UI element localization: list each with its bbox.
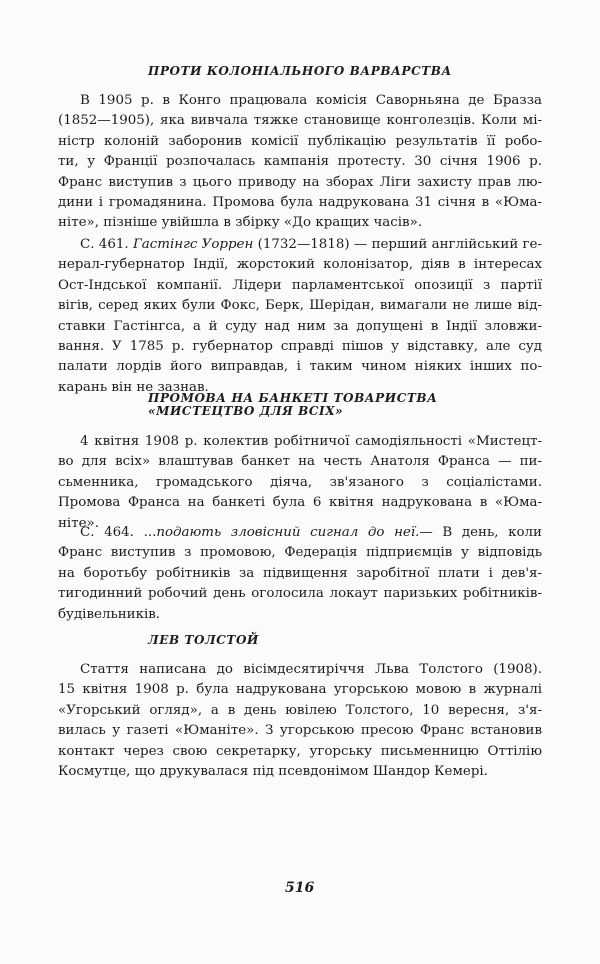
text-line: дини і громадянина. Промова була надрукована 31 січня в «Юма- <box>58 194 542 210</box>
text-line: ніте», пізніше увійшла в збірку «До кращих часів». <box>58 215 423 231</box>
text-line: Стаття написана до вісімдесятиріччя Льва Толстого (1908). <box>80 662 542 677</box>
text-line: ністр колоній заборонив комісії публікацію результатів її робо- <box>58 133 542 149</box>
text-line: (1852—1905), яка вивчала тяжке становище конголезців. Коли мі- <box>58 113 542 129</box>
paragraph-banquet-1 <box>58 432 542 534</box>
text-line: вання. У 1785 р. губернатор справді пішов у відставку, але суд <box>58 338 542 354</box>
heading-line: ПРОМОВА НА БАНКЕТІ ТОВАРИСТВА <box>148 391 438 405</box>
paragraph-colonial-1 <box>58 91 542 234</box>
text-line: ти, у Франції розпочалась кампанія протесту. 30 січня 1906 р. <box>58 154 542 170</box>
text-line: ставки Гастінгса, а й суду над ним за допущені в Індії зловжи- <box>58 318 542 334</box>
text-line: 15 квітня 1908 р. була надрукована угорською мовою в журналі <box>58 682 542 698</box>
text-line: Франс виступив з цього приводу на зборах Ліги захисту прав лю- <box>58 174 542 190</box>
text-line: на боротьбу робітників за підвищення заробітної плати і дев'я- <box>58 565 542 581</box>
text-line <box>58 523 542 543</box>
text-line: тигодинний робочий день оголосила локаут паризьких робітників- <box>58 586 542 602</box>
text-line: 4 квітня 1908 р. колектив робітничої самодіяльності «Мистецт- <box>80 434 542 449</box>
text-line <box>58 235 542 255</box>
paragraph-colonial-2 <box>58 235 542 398</box>
paragraph-tolstoy <box>58 660 542 782</box>
text-line: «Угорський огляд», а в день ювілею Толстого, 10 вересня, з'я- <box>58 702 542 718</box>
text-line: палати лордів його виправдав, і таким чином ніяких інших по- <box>58 359 542 375</box>
text-line: нерал-губернатор Індії, жорстокий колонізатор, діяв в інтересах <box>58 257 542 273</box>
page-reference: С. 464. <box>80 525 134 540</box>
note-text: — В день, коли <box>419 525 542 540</box>
note-term: ...подають зловісний сигнал до неї. <box>143 525 420 540</box>
paragraph-banquet-2 <box>58 523 542 625</box>
text-line: вігів, серед яких були Фокс, Берк, Шерідан, вимагали не лише від- <box>58 298 542 314</box>
text-line: В 1905 р. в Конго працювала комісія Саворньяна де Бразза <box>80 93 542 108</box>
section-heading-banquet-speech <box>148 392 438 418</box>
page-number: 516 <box>285 880 315 896</box>
note-term: Гастінгс Уоррен <box>132 237 254 252</box>
text-line: будівельників. <box>58 606 161 622</box>
section-heading-colonial-barbarism <box>148 65 452 78</box>
text-line: Космутце, що друкувалася під псевдонімом Шандор Кемері. <box>58 763 488 779</box>
text-line: вилась у газеті «Юманіте». З угорською пресою Франс встановив <box>58 723 542 739</box>
section-heading-leo-tolstoy <box>148 634 259 647</box>
heading-line: ПРОТИ КОЛОНІАЛЬНОГО ВАРВАРСТВА <box>148 64 452 78</box>
text-line: карань він не зазнав. <box>58 379 209 395</box>
page-reference: С. 461. <box>80 237 129 252</box>
text-line: во для всіх» влаштував банкет на честь Анатоля Франса — пи- <box>58 454 542 470</box>
text-line: сьменника, громадського діяча, зв'язаного з соціалістами. <box>58 474 542 490</box>
text-line: контакт через свою секретарку, угорську письменницю Оттілію <box>58 743 542 759</box>
heading-line: «МИСТЕЦТВО ДЛЯ ВСІХ» <box>148 404 344 418</box>
text-line: ніте». <box>58 515 99 531</box>
text-line: Ост-Індської компанії. Лідери парламентської опозиції з партії <box>58 277 542 293</box>
text-line: Промова Франса на банкеті була 6 квітня надрукована в «Юма- <box>58 495 542 511</box>
note-text: (1732—1818) — перший англійський ге- <box>257 237 543 252</box>
text-line: Франс виступив з промовою, Федерація підприємців у відповідь <box>58 545 542 561</box>
heading-line: ЛЕВ ТОЛСТОЙ <box>148 633 259 647</box>
